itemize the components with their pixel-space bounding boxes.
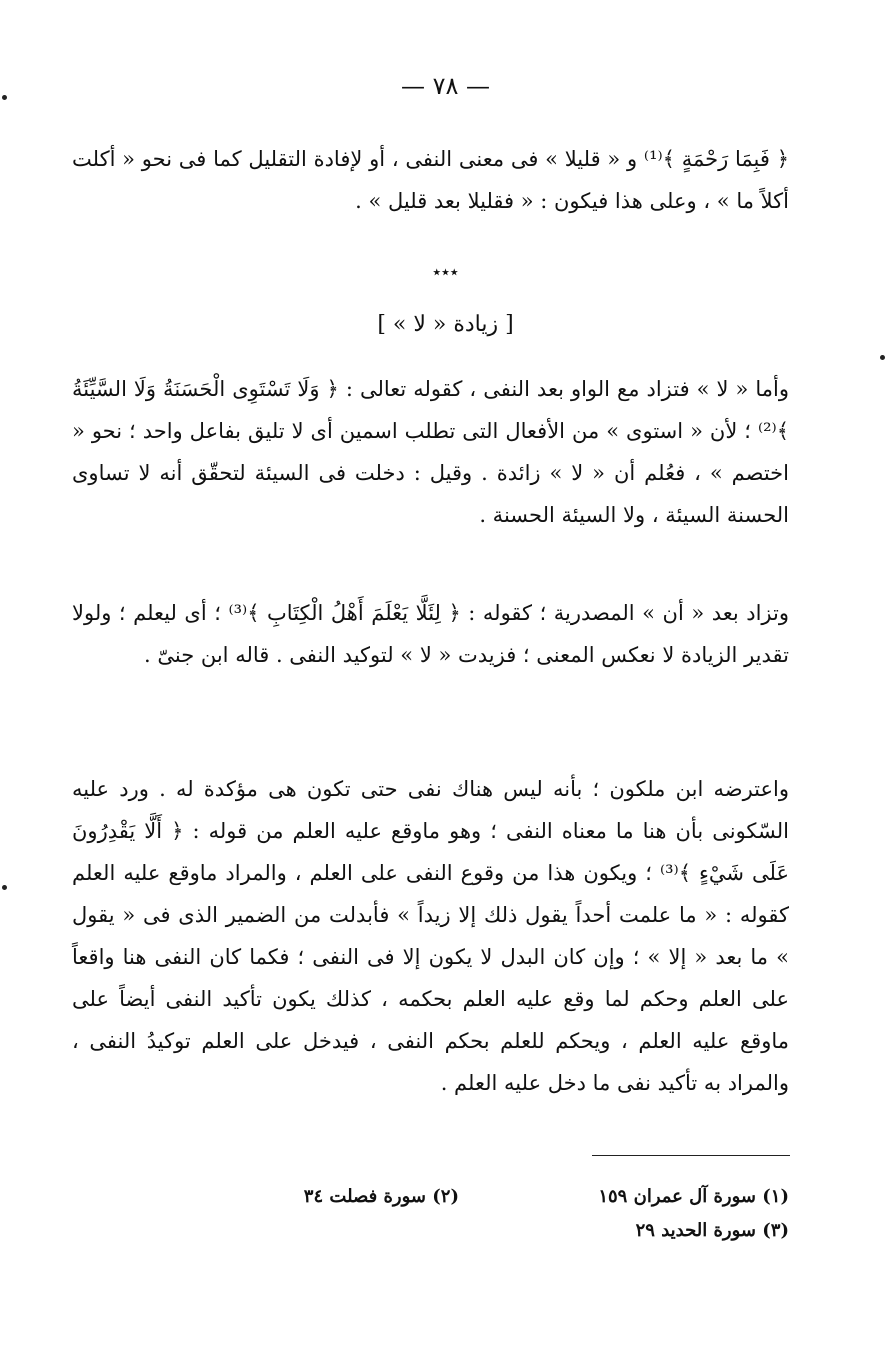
footnote-row <box>72 1180 789 1214</box>
footnote-row <box>72 1214 789 1248</box>
footnote-3: (٣) سورة الحديد ٢٩ <box>635 1220 789 1241</box>
footnote-divider <box>592 1155 790 1156</box>
page-number: — ٧٨ — <box>400 72 491 100</box>
scan-margin-mark <box>880 355 885 360</box>
paragraph-la-after-an: وتزاد بعد « أن » المصدرية ؛ كقوله : ﴿ لِئَلَّا يَعْلَمَ أَهْلُ الْكِتَابِ ﴾⁽³⁾ ؛ أى ليعلم ؛ ولولا تقدير الزيادة لا نعكس المعنى ؛ فزيدت « لا » لتوكيد النفى . قاله ابن جنىّ . <box>72 601 789 667</box>
paragraph-objection: واعترضه ابن ملكون ؛ بأنه ليس هناك نفى حتى تكون هى مؤكدة له . ورد عليه السّكونى بأن هنا ما معناه النفى ؛ وهو ماوقع عليه العلم من قوله : ﴿ أَلَّا يَقْدِرُونَ عَلَى شَيْءٍ ﴾⁽³⁾ ؛ ويكون هذا من وقوع النفى على العلم ، والمراد ماوقع عليه العلم كقوله : « ما علمت أحداً يقول ذلك إلا زيداً » فأبدلت من الضمير الذى فى « يقول » ما بعد « إلا » ؛ وإن كان البدل لا يكون إلا فى النفى ؛ فكما كان النفى هنا واقعاً على العلم وحكم لما وقع عليه العلم بحكمه ، كذلك يكون تأكيد النفى أيضاً على ماوقع عليه العلم ، ويحكم للعلم بحكم النفى ، فيدخل على العلم توكيدُ النفى ، والمراد به تأكيد نفى ما دخل عليه العلم . <box>72 777 789 1095</box>
scan-margin-mark <box>2 885 7 890</box>
footnote-2: (٢) سورة فصلت ٣٤ <box>303 1186 459 1207</box>
paragraph-la-with-waw: وأما « لا » فتزاد مع الواو بعد النفى ، كقوله تعالى : ﴿ وَلَا تَسْتَوِى الْحَسَنَةُ وَلَا السَّيِّئَةُ ﴾⁽²⁾ ؛ لأن « استوى » من الأفعال التى تطلب اسمين أى لا تليق بفاعل واحد ؛ نحو « اختصم » ، فعُلم أن « لا » زائدة . وقيل : دخلت فى السيئة لتحقّق أنه لا تساوى الحسنة السيئة ، ولا السيئة الحسنة . <box>72 377 789 527</box>
footnote-1: (١) سورة آل عمران ١٥٩ <box>598 1186 789 1207</box>
section-heading: [ زيادة « لا » ] <box>377 312 514 337</box>
section-separator: ٭٭٭ <box>432 262 459 281</box>
paragraph-intro: ﴿ فَبِمَا رَحْمَةٍ ﴾⁽¹⁾ و « قليلا » فى معنى النفى ، أو لإفادة التقليل كما فى نحو « أكلت أكلاً ما » ، وعلى هذا فيكون : « فقليلا بعد قليل » . <box>72 147 790 213</box>
footnotes <box>72 1180 789 1248</box>
scan-margin-mark <box>2 95 7 100</box>
